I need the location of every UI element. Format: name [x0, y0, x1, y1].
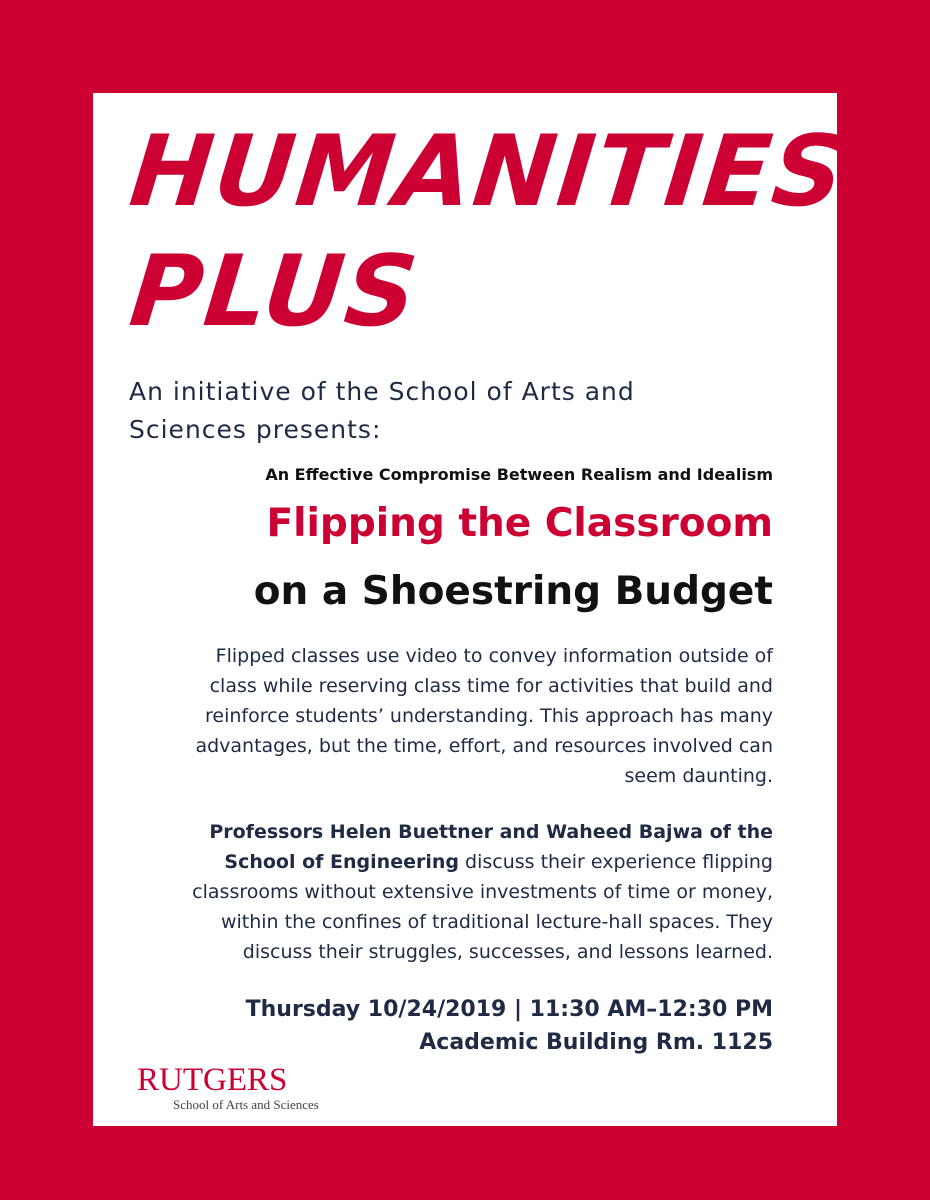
- rutgers-logo: [137, 1063, 319, 1113]
- speakers-rest-text: discuss their experience flipping: [458, 851, 773, 873]
- headline-line-2: PLUS: [125, 235, 425, 349]
- speakers-paragraph: [192, 817, 773, 967]
- logo-subtitle: School of Arts and Sciences: [173, 1097, 319, 1112]
- speakers-mixed-line: [192, 847, 773, 877]
- headline-line-1: HUMANITIES: [125, 115, 852, 229]
- flyer-panel: [93, 93, 852, 1126]
- description-line: class while reserving class time for activities that build and: [209, 675, 773, 697]
- intro-text: [129, 373, 809, 449]
- description-line: seem daunting.: [624, 765, 773, 787]
- description-line: Flipped classes use video to convey information outside of: [215, 645, 773, 667]
- event-kicker: An Effective Compromise Between Realism and Idealism: [265, 465, 773, 484]
- event-location: Academic Building Rm. 1125: [419, 1030, 773, 1055]
- logo-wordmark: RUTGERS: [137, 1062, 288, 1098]
- speakers-line: discuss their struggles, successes, and lessons learned.: [242, 941, 773, 963]
- event-title-black: on a Shoestring Budget: [253, 569, 773, 614]
- speakers-line: within the confines of traditional lecture-hall spaces. They: [220, 911, 773, 933]
- event-description: [195, 641, 773, 791]
- speakers-bold-school: School of Engineering: [224, 851, 459, 873]
- speakers-bold-line: Professors Helen Buettner and Waheed Bajwa of the: [209, 821, 773, 843]
- event-date-time: Thursday 10/24/2019 | 11:30 AM–12:30 PM: [245, 997, 773, 1022]
- intro-line-1: An initiative of the School of Arts and: [129, 377, 635, 406]
- description-line: reinforce students’ understanding. This approach has many: [205, 705, 773, 727]
- speakers-line: classrooms without extensive investments of time or money,: [192, 881, 773, 903]
- intro-line-2: Sciences presents:: [129, 415, 382, 444]
- event-title-red: Flipping the Classroom: [266, 501, 773, 546]
- description-line: advantages, but the time, effort, and resources involved can: [195, 735, 773, 757]
